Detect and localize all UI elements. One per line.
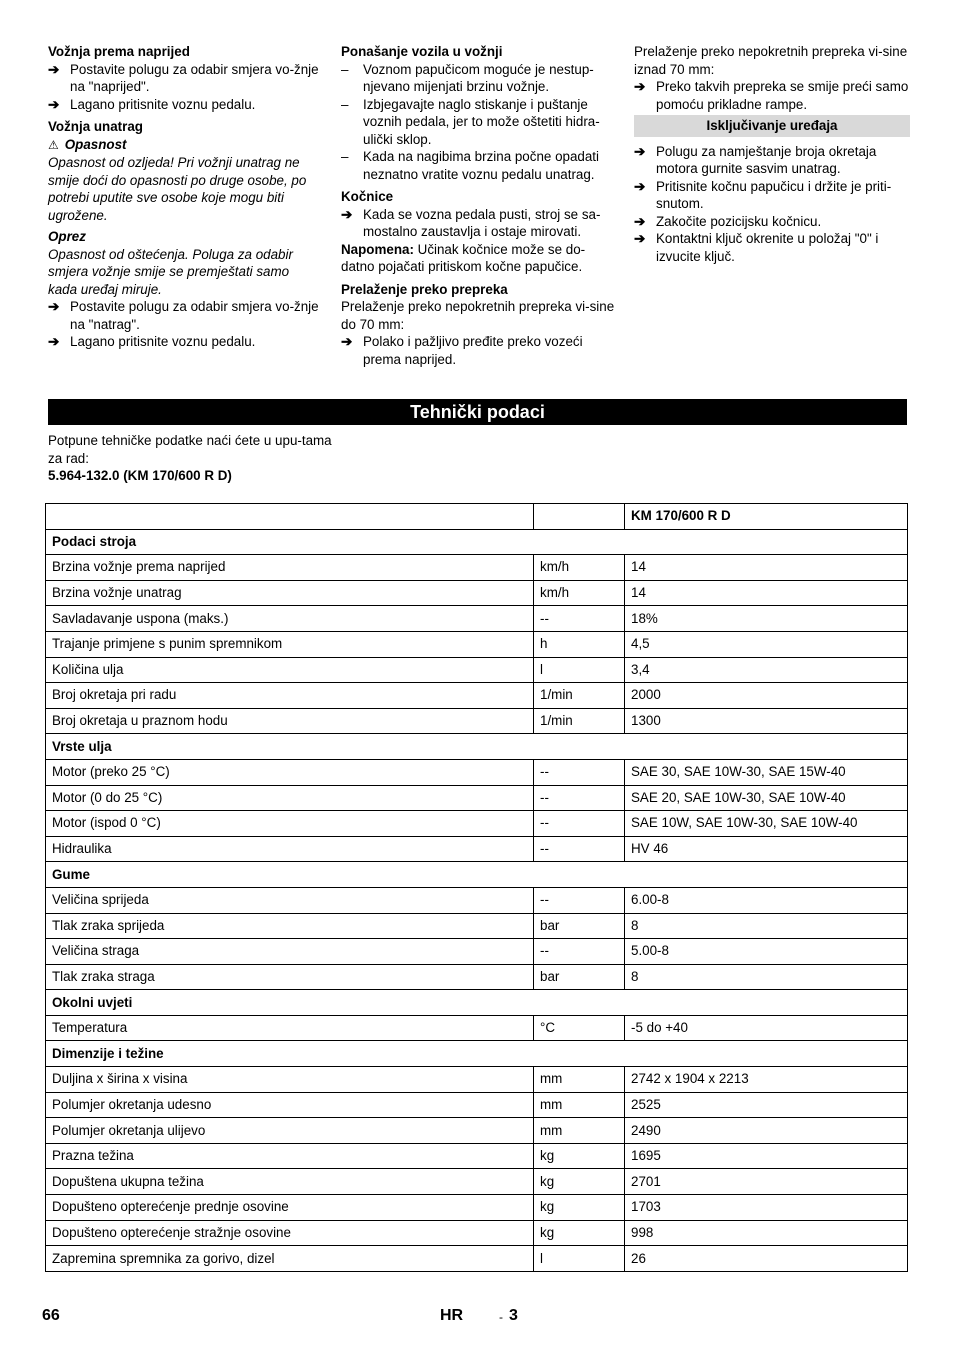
danger-label: ⚠ Opasnost [48,136,320,155]
step-item [48,61,320,96]
spec-label-cell: Tlak zraka straga [46,964,534,990]
spec-label-cell: Temperatura [46,1015,534,1041]
header-empty-cell [46,504,534,530]
spec-label-cell: Veličina straga [46,939,534,965]
spec-unit-cell: l [534,1246,625,1272]
step-text: Lagano pritisnite voznu pedalu. [70,96,256,112]
table-row [46,1143,908,1169]
table-row [46,657,908,683]
arrow-right-icon: ➔ [634,143,646,159]
obstacles-intro-high: Prelaženje preko nepokretnih prepreka vi-sine iznad 70 mm: [634,44,908,77]
spec-unit-cell: °C [534,1015,625,1041]
spec-value-cell: -5 do +40 [625,1015,908,1041]
heading-obstacles: Prelaženje preko prepreka [341,281,508,297]
table-section-row [46,529,908,555]
spec-value-cell: HV 46 [625,836,908,862]
list-item: – Kada na nagibima brzina počne opadati neznatno vratite voznu pedalu unatrag. [341,149,599,182]
spec-label-cell: Veličina sprijeda [46,887,534,913]
spec-value-cell: 2701 [625,1169,908,1195]
spec-unit-cell: km/h [534,555,625,581]
danger-text: Opasnost od ozljeda! Pri vožnji unatrag ne smije doći do opasnosti po druge osobe, po potrebi uputite sve osobe koje mogu biti ugrožene. [48,155,307,223]
table-row [46,964,908,990]
arrow-right-icon: ➔ [634,231,646,246]
technical-data-table [45,503,908,1272]
dash-bullet: – [341,96,349,112]
spec-value-cell: 1300 [625,708,908,734]
spec-unit-cell: -- [534,759,625,785]
spec-unit-cell: bar [534,964,625,990]
spec-label-cell: Zapremina spremnika za gorivo, dizel [46,1246,534,1272]
arrow-right-icon: ➔ [341,206,353,222]
table-row [46,1195,908,1221]
step-item [48,298,320,333]
spec-value-cell: 2490 [625,1118,908,1144]
arrow-right-icon: ➔ [48,96,60,112]
arrow-right-icon: ➔ [341,334,353,349]
warning-triangle-icon: ⚠ [48,137,59,152]
step-text: Lagano pritisnite voznu pedalu. [70,334,256,349]
spec-unit-cell: 1/min [534,708,625,734]
section-heading: Gume [46,862,908,888]
table-row [46,1118,908,1144]
header-model-cell: KM 170/600 R D [625,504,908,530]
spec-label-cell: Prazna težina [46,1143,534,1169]
footer-dash: - [499,1310,503,1324]
spec-unit-cell: -- [534,939,625,965]
subpage-number: 3 [509,1307,518,1324]
spec-unit-cell: -- [534,606,625,632]
spec-value-cell: 14 [625,580,908,606]
list-item: – Izbjegavajte naglo stiskanje i puštanje voznih pedala, jer to može oštetiti hidra-ulički sklop. [341,96,600,147]
table-row [46,1015,908,1041]
heading-behaviour: Ponašanje vozila u vožnji [341,44,503,59]
table-row [46,631,908,657]
table-row [46,1092,908,1118]
spec-value-cell: SAE 20, SAE 10W-30, SAE 10W-40 [625,785,908,811]
technical-data-intro [48,432,333,485]
spec-value-cell: 8 [625,913,908,939]
caution-text: Opasnost od oštećenja. Poluga za odabir smjera vožnje smije se premještati samo kada uređaj miruje. [48,246,293,297]
spec-unit-cell: mm [534,1092,625,1118]
spec-value-cell: 18% [625,606,908,632]
section-heading: Vrste ulja [46,734,908,760]
spec-unit-cell: km/h [534,580,625,606]
table-row [46,606,908,632]
heading-shutdown: Isključivanje uređaja [634,115,910,137]
section-heading: Okolni uvjeti [46,990,908,1016]
spec-unit-cell: mm [534,1067,625,1093]
model-reference: 5.964-132.0 (KM 170/600 R D) [48,468,232,483]
spec-unit-cell: 1/min [534,683,625,709]
step-item: ➔ Kontaktni ključ okrenite u položaj "0" i izvucite ključ. [634,231,879,264]
spec-label-cell: Trajanje primjene s punim spremnikom [46,631,534,657]
spec-label-cell: Dopušteno opterećenje prednje osovine [46,1195,534,1221]
table-row [46,887,908,913]
spec-label-cell: Hidraulika [46,836,534,862]
table-row [46,708,908,734]
spec-label-cell: Broj okretaja pri radu [46,683,534,709]
table-row [46,1169,908,1195]
arrow-right-icon: ➔ [634,79,646,94]
spec-unit-cell: kg [534,1195,625,1221]
spec-label-cell: Količina ulja [46,657,534,683]
spec-unit-cell: -- [534,811,625,837]
step-text: Postavite polugu za odabir smjera vo-žnje na "natrag". [70,299,319,332]
step-text: Postavite polugu za odabir smjera vo-žnje na "naprijed". [70,61,319,94]
page-footer [0,1307,954,1327]
spec-value-cell: 8 [625,964,908,990]
table-row [46,913,908,939]
spec-value-cell: SAE 10W, SAE 10W-30, SAE 10W-40 [625,811,908,837]
section-heading: Dimenzije i težine [46,1041,908,1067]
spec-value-cell: 998 [625,1220,908,1246]
spec-value-cell: 6.00-8 [625,887,908,913]
table-row [46,939,908,965]
spec-unit-cell: -- [534,887,625,913]
table-row [46,555,908,581]
spec-unit-cell: kg [534,1169,625,1195]
column-3 [634,43,910,265]
note-text: Učinak kočnice može se do-datno pojačati pritiskom kočne papučice. [341,241,586,274]
spec-unit-cell: -- [534,836,625,862]
spec-label-cell: Savladavanje uspona (maks.) [46,606,534,632]
table-header-row [46,504,908,530]
step-item [48,333,320,351]
spec-unit-cell: -- [534,785,625,811]
table-section-row [46,734,908,760]
spec-label-cell: Polumjer okretanja ulijevo [46,1118,534,1144]
spec-label-cell: Motor (preko 25 °C) [46,759,534,785]
spec-value-cell: 2525 [625,1092,908,1118]
table-row [46,683,908,709]
column-2 [341,43,615,368]
spec-value-cell: 4,5 [625,631,908,657]
header-unit-cell [534,504,625,530]
section-banner-technical-data: Tehnički podaci [48,399,907,425]
arrow-right-icon: ➔ [48,299,60,314]
step-item: ➔ Pritisnite kočnu papučicu i držite je priti-snutom. [634,178,892,211]
step-item: ➔ Zakočite pozicijsku kočnicu. [634,213,822,229]
spec-label-cell: Dopušteno opterećenje stražnje osovine [46,1220,534,1246]
table-row [46,836,908,862]
spec-value-cell: SAE 30, SAE 10W-30, SAE 15W-40 [625,759,908,785]
spec-value-cell: 26 [625,1246,908,1272]
heading-brakes: Kočnice [341,189,394,204]
spec-value-cell: 1695 [625,1143,908,1169]
spec-unit-cell: kg [534,1220,625,1246]
note-paragraph [341,241,615,276]
spec-label-cell: Duljina x širina x visina [46,1067,534,1093]
table-row [46,580,908,606]
table-section-row [46,862,908,888]
spec-unit-cell: bar [534,913,625,939]
table-section-row [46,990,908,1016]
arrow-right-icon: ➔ [48,334,60,349]
section-heading: Podaci stroja [46,529,908,555]
table-row [46,1220,908,1246]
spec-label-cell: Dopuštena ukupna težina [46,1169,534,1195]
page-number: 66 [42,1307,60,1324]
table-row [46,785,908,811]
table-row [46,1246,908,1272]
arrow-right-icon: ➔ [48,61,60,77]
intro-text: Potpune tehničke podatke naći ćete u upu-tama za rad: [48,433,332,466]
spec-value-cell: 2742 x 1904 x 2213 [625,1067,908,1093]
step-item: ➔ Preko takvih prepreka se smije preći samo pomoću prikladne rampe. [634,79,909,112]
table-row [46,1067,908,1093]
list-item: – Voznom papučicom moguće je nestup-njevano mijenjati brzinu vožnje. [341,61,594,94]
table-row [46,759,908,785]
step-item: ➔ Polako i pažljivo pređite preko vozeći prema naprijed. [341,334,583,367]
spec-unit-cell: h [534,631,625,657]
caution-label: Oprez [48,229,86,244]
spec-value-cell: 1703 [625,1195,908,1221]
spec-label-cell: Tlak zraka sprijeda [46,913,534,939]
dash-bullet: – [341,61,349,77]
heading-reverse: Vožnja unatrag [48,119,143,134]
heading-forward: Vožnja prema naprijed [48,44,190,59]
spec-label-cell: Motor (0 do 25 °C) [46,785,534,811]
step-item: ➔ Kada se vozna pedala pusti, stroj se sa-mostalno zaustavlja i ostaje mirovati. [341,206,601,239]
arrow-right-icon: ➔ [634,213,646,229]
spec-unit-cell: mm [534,1118,625,1144]
spec-label-cell: Brzina vožnje prema naprijed [46,555,534,581]
spec-value-cell: 3,4 [625,657,908,683]
language-code: HR [440,1307,464,1324]
spec-label-cell: Broj okretaja u praznom hodu [46,708,534,734]
table-section-row [46,1041,908,1067]
table-row [46,811,908,837]
spec-unit-cell: kg [534,1143,625,1169]
obstacles-intro: Prelaženje preko nepokretnih prepreka vi-sine do 70 mm: [341,299,615,332]
spec-label-cell: Polumjer okretanja udesno [46,1092,534,1118]
dash-bullet: – [341,149,349,164]
column-1 [48,43,320,351]
spec-value-cell: 2000 [625,683,908,709]
note-label: Napomena: [341,241,414,257]
spec-unit-cell: l [534,657,625,683]
arrow-right-icon: ➔ [634,178,646,194]
step-item: ➔ Polugu za namještanje broja okretaja motora gurnite sasvim unatrag. [634,143,877,176]
spec-label-cell: Brzina vožnje unatrag [46,580,534,606]
step-item [48,96,320,114]
spec-value-cell: 14 [625,555,908,581]
spec-value-cell: 5.00-8 [625,939,908,965]
spec-label-cell: Motor (ispod 0 °C) [46,811,534,837]
